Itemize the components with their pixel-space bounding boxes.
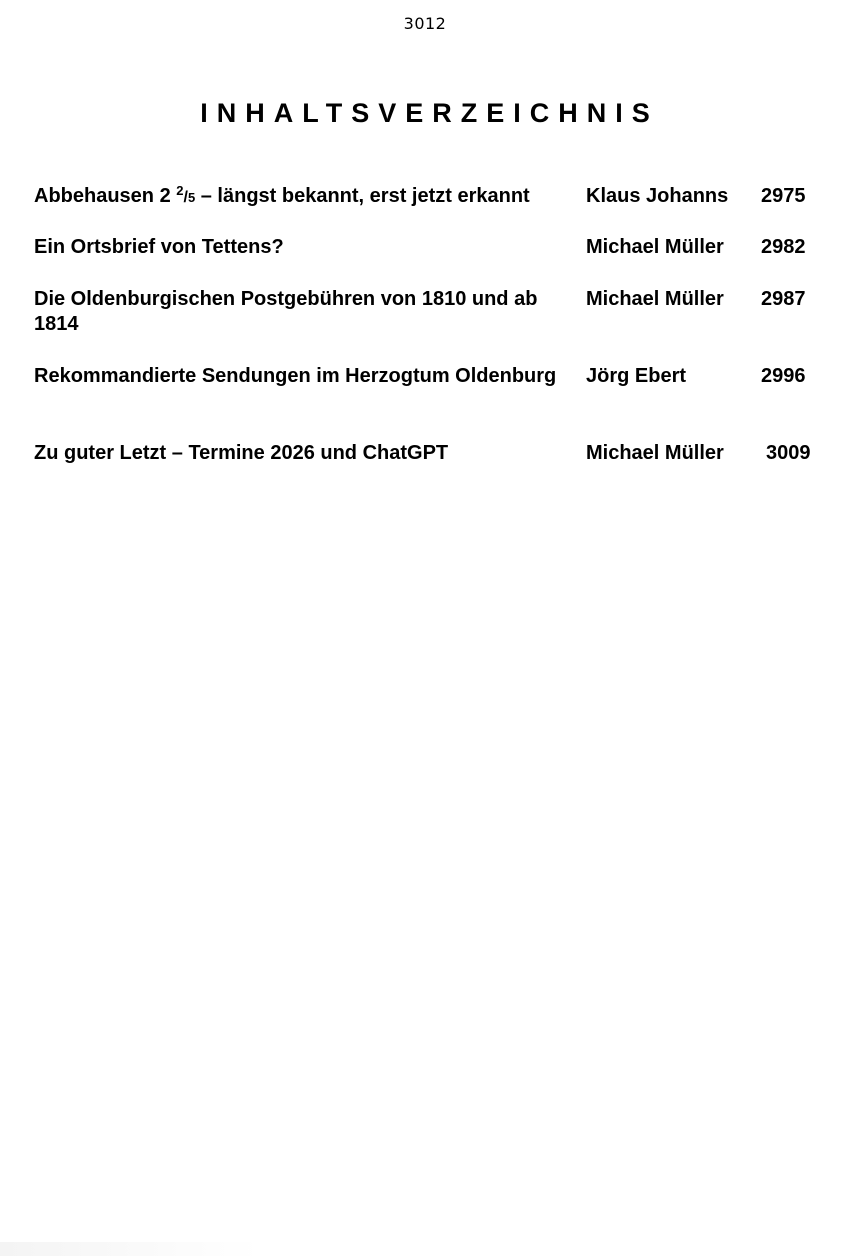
toc-entry-title: Die Oldenburgischen Postgebühren von 1810 und ab 1814 bbox=[34, 288, 538, 335]
fraction-denominator: 5 bbox=[187, 190, 196, 205]
corner-shade bbox=[0, 1242, 260, 1256]
toc-heading-text: INHALTSVERZEICHNIS bbox=[200, 98, 659, 128]
page-title bbox=[0, 98, 850, 129]
title-suffix: – längst bekannt, erst jetzt erkannt bbox=[195, 185, 530, 207]
toc-entry-title: Zu guter Letzt – Termine 2026 und ChatGPT bbox=[34, 442, 449, 464]
page-number: 3012 bbox=[403, 14, 447, 33]
toc-entry-page: 2982 bbox=[761, 236, 806, 258]
toc-entry-title: Rekommandierte Sendungen im Herzogtum Oldenburg bbox=[34, 365, 557, 387]
toc-entry-author: Michael Müller bbox=[586, 288, 724, 310]
toc-entry-title: Ein Ortsbrief von Tettens? bbox=[34, 236, 284, 258]
toc-entry-author: Michael Müller bbox=[586, 442, 724, 464]
toc-entry-author: Jörg Ebert bbox=[586, 365, 687, 387]
toc-entry-page: 2975 bbox=[761, 185, 806, 207]
title-prefix: Abbehausen 2 bbox=[34, 185, 177, 207]
toc-entry-title bbox=[34, 184, 564, 210]
fraction-slash: / bbox=[183, 189, 188, 206]
toc-entry-page: 2987 bbox=[761, 288, 806, 310]
toc-entry-author: Klaus Johanns bbox=[586, 185, 729, 207]
toc-entry-page: 2996 bbox=[761, 365, 806, 387]
toc-entry-page: 3009 bbox=[766, 442, 811, 464]
fraction-numerator: 2 bbox=[176, 183, 184, 198]
toc-entry-author: Michael Müller bbox=[586, 236, 724, 258]
